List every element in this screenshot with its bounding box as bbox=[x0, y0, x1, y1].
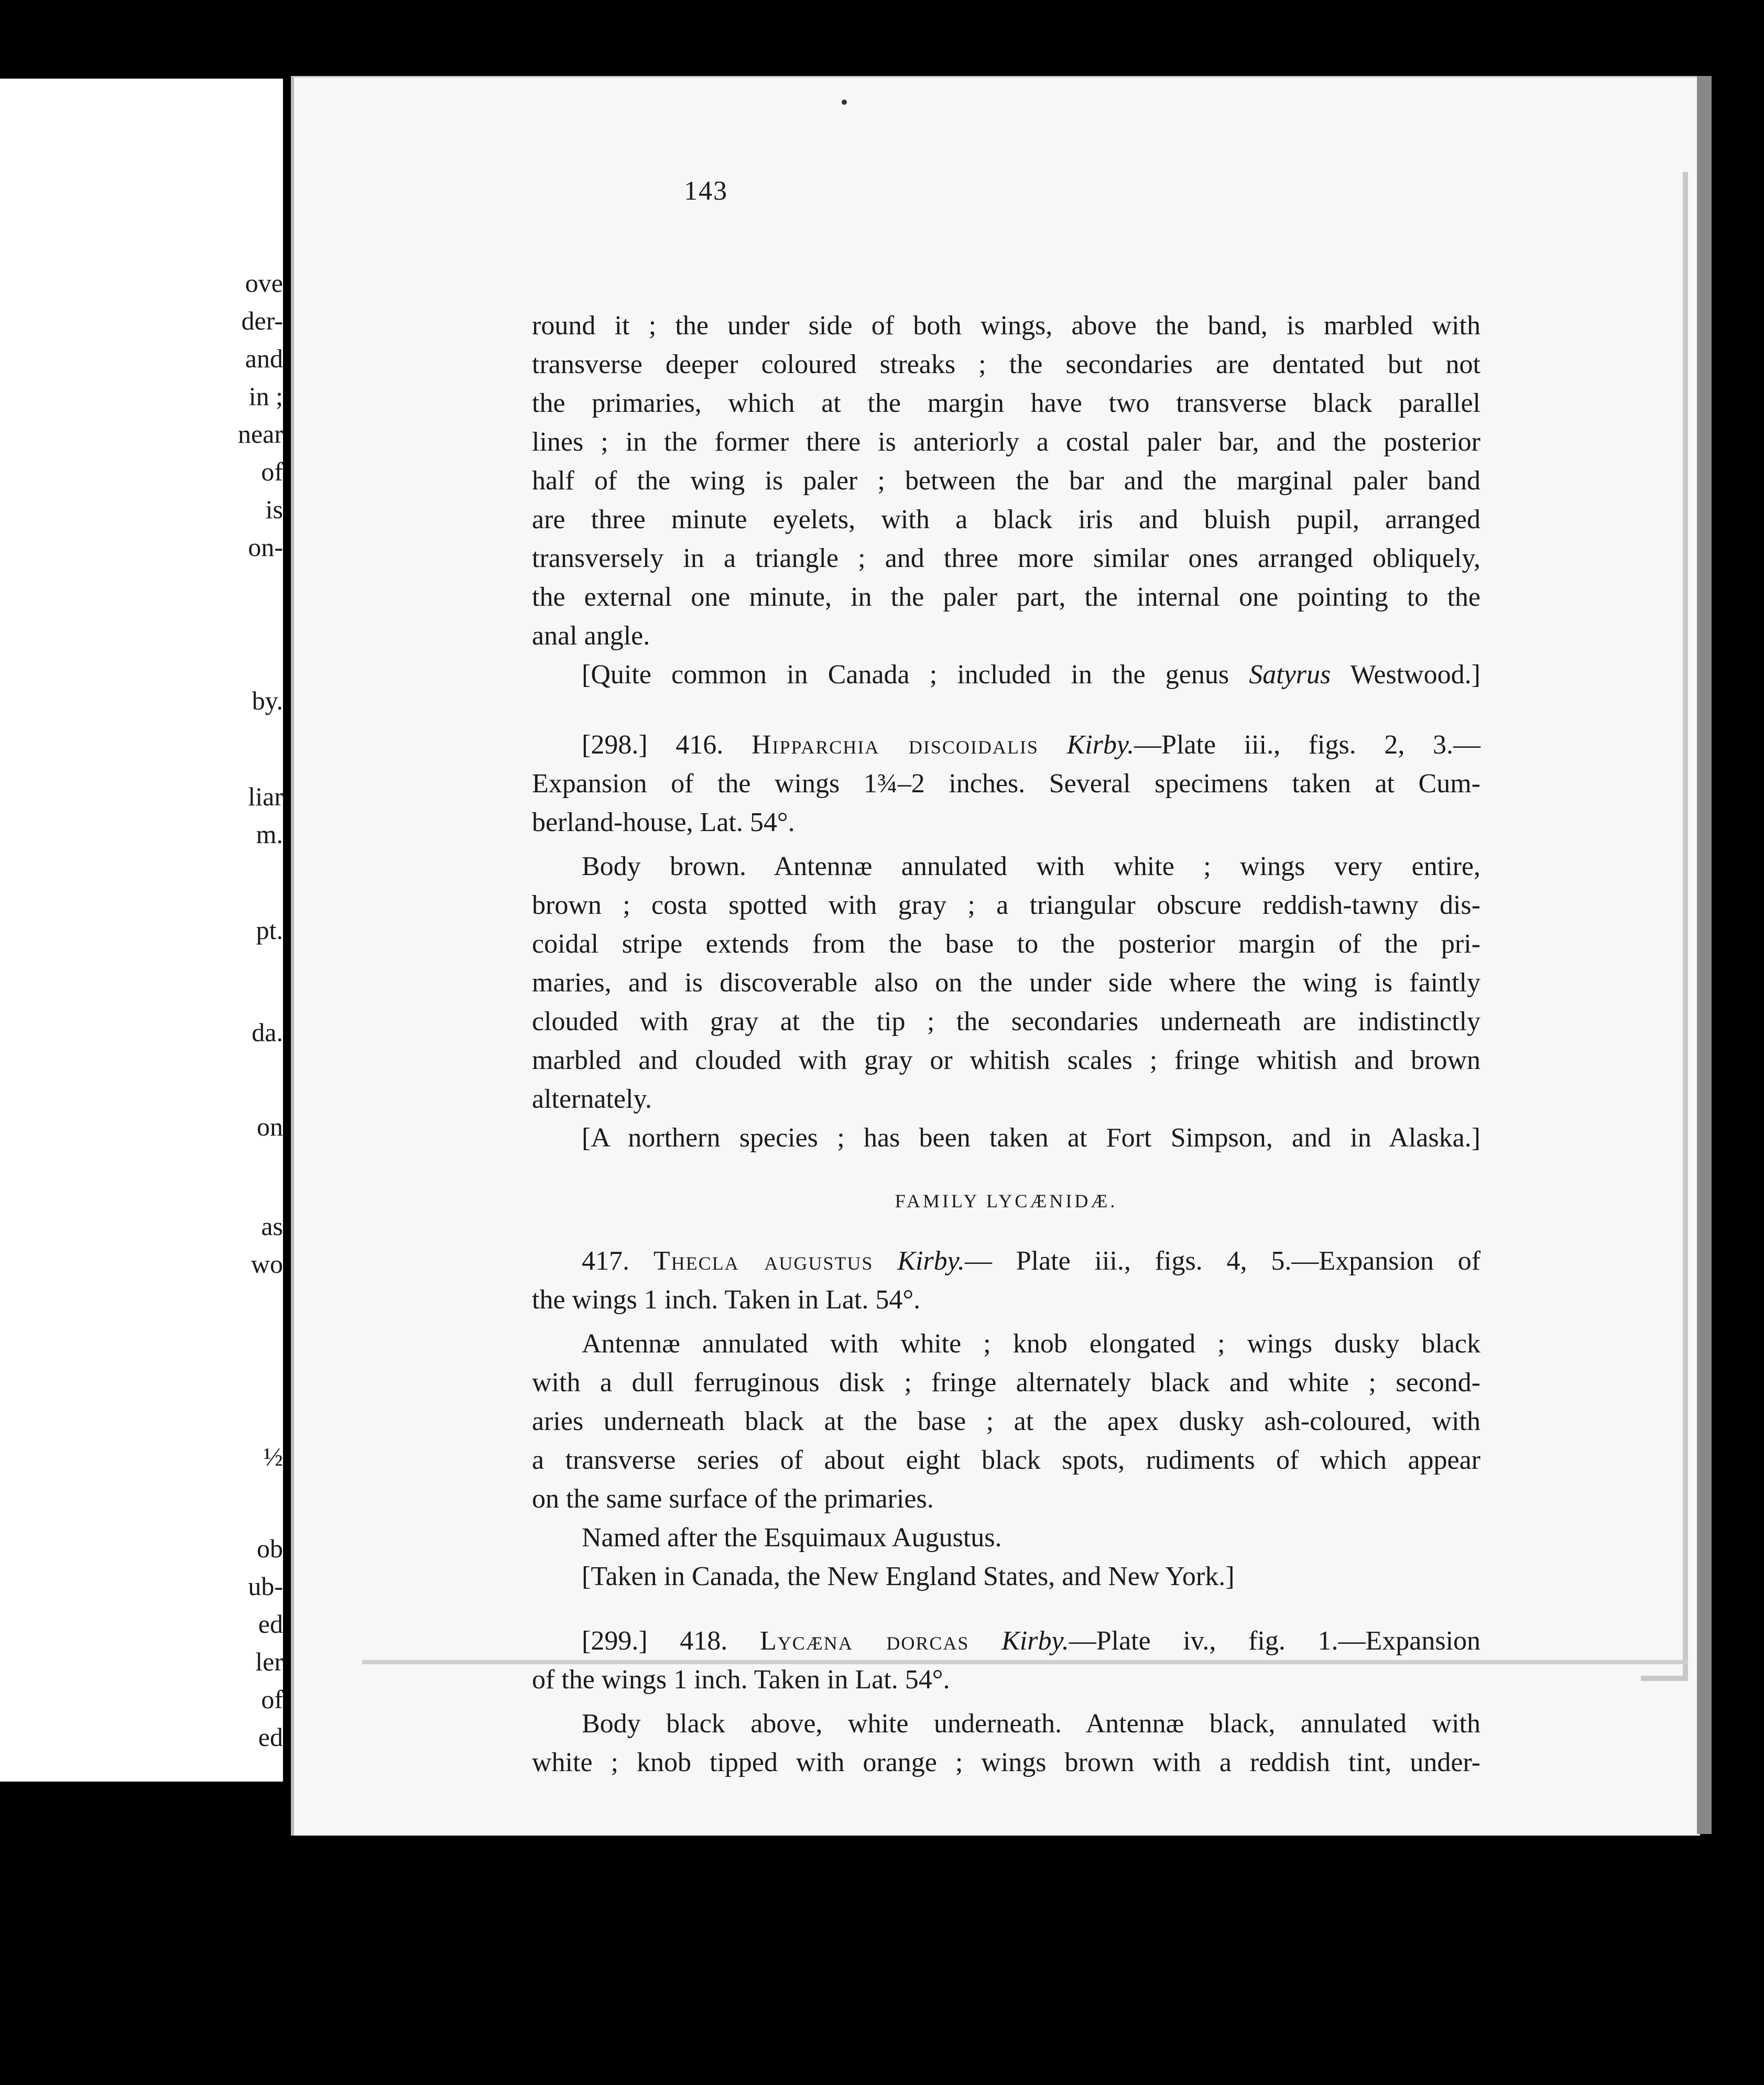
left-fragment: ½ bbox=[263, 1442, 283, 1471]
bracket-note: [A northern species ; has been taken at Fort Simpson, and in Alaska.] bbox=[582, 1123, 1480, 1153]
left-fragment: pt. bbox=[256, 915, 283, 945]
paragraph-continuation bbox=[532, 307, 1480, 694]
left-fragment: ove bbox=[245, 268, 283, 298]
entry-heading: 417. Thecla augustus Kirby.— Plate iii., figs. 4, 5.—Expansion of bbox=[582, 1246, 1481, 1276]
left-fragment: ob bbox=[257, 1534, 283, 1563]
left-fragment: on bbox=[257, 1112, 283, 1141]
page-shadow bbox=[1697, 76, 1712, 1834]
text-line: transverse deeper coloured streaks ; the secondaries are dentated but not bbox=[532, 350, 1480, 379]
left-fragment: wo bbox=[251, 1249, 283, 1279]
text-line: Body brown. Antennæ annulated with white ; wings very entire, bbox=[582, 852, 1480, 881]
entry-heading: [299.] 418. Lycæna dorcas Kirby.—Plate iv., fig. 1.—Expansion bbox=[582, 1626, 1481, 1656]
left-fragment: ed bbox=[258, 1722, 283, 1752]
text-line: the external one minute, in the paler part, the internal one pointing to the bbox=[532, 582, 1480, 612]
text-line: berland-house, Lat. 54°. bbox=[532, 807, 795, 837]
left-fragment: by. bbox=[252, 686, 283, 715]
entry-heading: [298.] 416. Hipparchia discoidalis Kirby.—Plate iii., figs. 2, 3.— bbox=[582, 730, 1481, 760]
left-fragment: da. bbox=[252, 1018, 283, 1047]
left-fragment: ub- bbox=[248, 1571, 283, 1601]
text-line: lines ; in the former there is anteriorly a costal paler bar, and the posterior bbox=[532, 427, 1480, 457]
text-line: white ; knob tipped with orange ; wings brown with a reddish tint, under- bbox=[532, 1748, 1480, 1777]
entry-418 bbox=[532, 1622, 1480, 1782]
entry-416 bbox=[532, 726, 1480, 1158]
text-line: transversely in a triangle ; and three more similar ones arranged obliquely, bbox=[532, 543, 1480, 573]
left-fragment: and bbox=[245, 344, 283, 373]
text-line: round it ; the under side of both wings, above the band, is marbled with bbox=[532, 311, 1480, 341]
left-fragment: ed bbox=[258, 1609, 283, 1639]
text-line: are three minute eyelets, with a black iris and bluish pupil, arranged bbox=[532, 505, 1480, 534]
text-line: half of the wing is paler ; between the bar and the marginal paler band bbox=[532, 466, 1480, 496]
text-line: anal angle. bbox=[532, 621, 650, 651]
text-line: coidal stripe extends from the base to the posterior margin of the pri- bbox=[532, 929, 1480, 959]
text-line: Antennæ annulated with white ; knob elongated ; wings dusky black bbox=[582, 1329, 1480, 1359]
left-fragment: ler bbox=[255, 1647, 283, 1676]
left-fragment: as bbox=[261, 1211, 283, 1241]
text-line: on the same surface of the primaries. bbox=[532, 1484, 934, 1514]
printing-speck bbox=[842, 100, 847, 105]
page-edge bbox=[1641, 172, 1688, 1681]
family-heading: FAMILY LYCÆNIDÆ. bbox=[895, 1191, 1118, 1211]
text-line: a transverse series of about eight black spots, rudiments of which appear bbox=[532, 1445, 1480, 1475]
page-number: 143 bbox=[684, 176, 728, 206]
left-fragment: der- bbox=[241, 306, 283, 335]
left-fragment: of bbox=[261, 457, 283, 486]
text-line: alternately. bbox=[532, 1084, 652, 1114]
text-line: aries underneath black at the base ; at the apex dusky ash-coloured, with bbox=[532, 1406, 1480, 1436]
text-line: Named after the Esquimaux Augustus. bbox=[582, 1523, 1002, 1553]
text-line: of the wings 1 inch. Taken in Lat. 54°. bbox=[532, 1665, 950, 1695]
text-line: marbled and clouded with gray or whitish scales ; fringe whitish and brown bbox=[532, 1045, 1480, 1075]
left-fragment: on- bbox=[248, 532, 283, 562]
text-line: Body black above, white underneath. Antennæ black, annulated with bbox=[582, 1709, 1480, 1739]
text-line: Expansion of the wings 1¾–2 inches. Several specimens taken at Cum- bbox=[532, 769, 1480, 799]
text-line: maries, and is discoverable also on the under side where the wing is faintly bbox=[532, 968, 1480, 998]
text-line: the wings 1 inch. Taken in Lat. 54°. bbox=[532, 1285, 921, 1315]
left-page bbox=[0, 79, 283, 1782]
text-line: the primaries, which at the margin have two transverse black parallel bbox=[532, 388, 1480, 418]
text-line: brown ; costa spotted with gray ; a triangular obscure reddish-tawny dis- bbox=[532, 890, 1480, 920]
left-fragment: of bbox=[261, 1685, 283, 1714]
left-fragment: m. bbox=[256, 820, 283, 849]
bracket-note: [Quite common in Canada ; included in the genus Satyrus Westwood.] bbox=[582, 660, 1480, 690]
left-fragment: is bbox=[265, 495, 283, 524]
left-fragment: in ; bbox=[248, 381, 283, 411]
bracket-note: [Taken in Canada, the New England States, and New York.] bbox=[582, 1562, 1235, 1591]
left-fragment: liar bbox=[248, 782, 283, 811]
left-fragment: near bbox=[237, 419, 283, 449]
entry-417 bbox=[532, 1242, 1480, 1596]
text-line: clouded with gray at the tip ; the secondaries underneath are indistinctly bbox=[532, 1007, 1480, 1036]
text-line: with a dull ferruginous disk ; fringe alternately black and white ; second- bbox=[532, 1368, 1480, 1398]
